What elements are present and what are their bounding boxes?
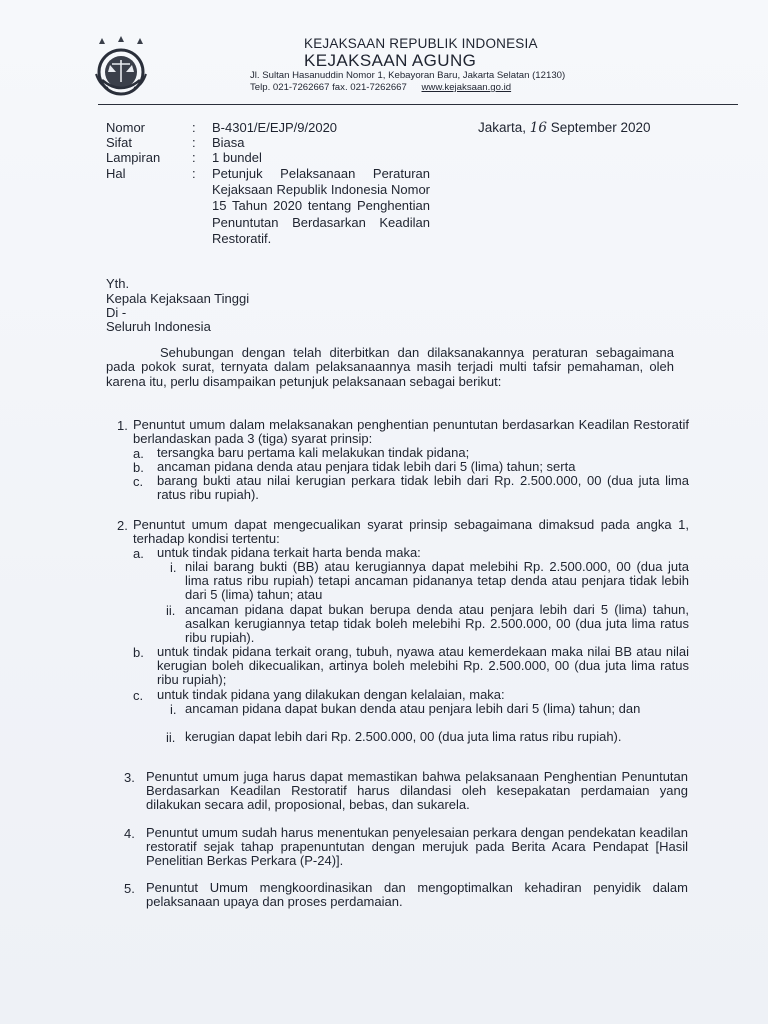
item-1-a-text: tersangka baru pertama kali melakukan tindak pidana; bbox=[157, 445, 470, 460]
letter-date bbox=[478, 120, 651, 136]
sifat-label: Sifat bbox=[106, 135, 133, 150]
item-1-c-letter: c. bbox=[133, 474, 144, 489]
item-2-a-ii-number: ii. bbox=[166, 603, 176, 618]
nomor-label: Nomor bbox=[106, 120, 146, 135]
lampiran-value: 1 bundel bbox=[212, 150, 262, 165]
sifat-value: Biasa bbox=[212, 135, 245, 150]
item-2-c-ii-number: ii. bbox=[166, 730, 176, 745]
hal-label: Hal bbox=[106, 166, 126, 181]
nomor-value: B-4301/E/EJP/9/2020 bbox=[212, 120, 338, 135]
item-2-a-i-number: i. bbox=[170, 560, 177, 575]
item-2-number: 2. bbox=[117, 518, 128, 533]
item-2-c-i-number: i. bbox=[170, 702, 177, 717]
addressee-location: Seluruh Indonesia bbox=[106, 319, 211, 334]
letterhead-title: KEJAKSAAN AGUNG bbox=[304, 51, 477, 70]
date-city: Jakarta, bbox=[478, 120, 527, 135]
kejaksaan-emblem-icon bbox=[90, 34, 152, 100]
letterhead-website-link[interactable]: www.kejaksaan.go.id bbox=[421, 82, 512, 93]
item-2-a-ii-text: ancaman pidana dapat bukan berupa denda atau penjara lebih dari 5 (lima) tahun, asalkan kerugiannya tetap tidak boleh melebihi Rp. 2.500.000, 00 (dua juta lima ratus ribu rupiah). bbox=[185, 602, 689, 646]
lampiran-colon: : bbox=[192, 150, 196, 165]
intro-paragraph: Sehubungan dengan telah diterbitkan dan dilaksanakannya peraturan sebagaimana pada pokok surat, ternyata dalam pelaksanaannya masih terjadi multi tafsir pemahaman, oleh karena itu, perlu disampaikan petunjuk pelaksanaan sebagai berikut: bbox=[106, 345, 674, 389]
hal-value: Petunjuk Pelaksanaan Peraturan Kejaksaan Republik Indonesia Nomor 15 Tahun 2020 tentang Penghentian Penuntutan Berdasarkan Keadilan Restoratif. bbox=[212, 166, 430, 246]
item-1-b-letter: b. bbox=[133, 460, 144, 475]
letterhead-contact bbox=[250, 82, 511, 93]
item-2-a-text: untuk tindak pidana terkait harta benda maka: bbox=[157, 545, 421, 560]
item-2-c-text: untuk tindak pidana yang dilakukan dengan kelalaian, maka: bbox=[157, 687, 505, 702]
item-2-b-text: untuk tindak pidana terkait orang, tubuh, nyawa atau kemerdekaan maka nilai BB atau nilai kerugian boleh dikecualikan, artinya boleh melebihi Rp. 2.500.000, 00 (dua juta lima ratus ribu rupiah); bbox=[157, 644, 689, 688]
item-4-number: 4. bbox=[124, 826, 135, 841]
hal-colon: : bbox=[192, 166, 196, 181]
item-2-b-letter: b. bbox=[133, 645, 144, 660]
item-2-c-letter: c. bbox=[133, 688, 144, 703]
item-2-text: Penuntut umum dapat mengecualikan syarat prinsip sebagaimana dimaksud pada angka 1, terhadap kondisi tertentu: bbox=[133, 517, 689, 547]
item-5-text: Penuntut Umum mengkoordinasikan dan mengoptimalkan kehadiran penyidik dalam pelaksanaan upaya dan proses perdamaian. bbox=[146, 880, 688, 910]
item-1-a-letter: a. bbox=[133, 446, 144, 461]
date-month-year: September 2020 bbox=[550, 120, 651, 135]
addressee-di: Di - bbox=[106, 305, 127, 320]
date-day: 16 bbox=[529, 120, 547, 136]
item-3-number: 3. bbox=[124, 770, 135, 785]
item-1-b-text: ancaman pidana denda atau penjara tidak lebih dari 5 (lima) tahun; serta bbox=[157, 459, 576, 474]
letterhead-address: Jl. Sultan Hasanuddin Nomor 1, Kebayoran Baru, Jakarta Selatan (12130) bbox=[250, 70, 566, 81]
item-4-text: Penuntut umum sudah harus menentukan penyelesaian perkara dengan pendekatan keadilan restoratif sejak tahap prapenuntutan dengan merujuk pada Berita Acara Pendapat [Hasil Penelitian Berkas Perkara (P-24)]. bbox=[146, 825, 688, 869]
item-3-text: Penuntut umum juga harus dapat memastikan bahwa pelaksanaan Penghentian Penuntutan Berdasarkan Keadilan Restoratif harus dilandasi oleh kesepakatan perdamaian yang dilakukan secara adil, proposional, bebas, dan sukarela. bbox=[146, 769, 688, 813]
letterhead-divider bbox=[98, 104, 738, 105]
item-2-a-letter: a. bbox=[133, 546, 144, 561]
item-2-c-i-text: ancaman pidana dapat bukan denda atau penjara lebih dari 5 (lima) tahun; dan bbox=[185, 701, 641, 716]
addressee-yth: Yth. bbox=[106, 276, 130, 291]
lampiran-label: Lampiran bbox=[106, 150, 161, 165]
item-5-number: 5. bbox=[124, 881, 135, 896]
item-1-c-text: barang bukti atau nilai kerugian perkara tidak lebih dari Rp. 2.500.000, 00 (dua juta lima ratus ribu rupiah). bbox=[157, 473, 689, 503]
item-1-number: 1. bbox=[117, 418, 128, 433]
item-1-text: Penuntut umum dalam melaksanakan penghentian penuntutan berdasarkan Keadilan Restoratif berlandaskan pada 3 (tiga) syarat prinsip: bbox=[133, 417, 689, 447]
item-2-a-i-text: nilai barang bukti (BB) atau kerugiannya dapat melebihi Rp. 2.500.000, 00 (dua juta lima ratus ribu rupiah) tetapi ancaman pidananya tetap denda atau penjara tidak lebih dari 5 (lima) tahun; atau bbox=[185, 559, 689, 603]
addressee-recipient: Kepala Kejaksaan Tinggi bbox=[106, 291, 250, 306]
item-2-c-ii-text: kerugian dapat lebih dari Rp. 2.500.000, 00 (dua juta lima ratus ribu rupiah). bbox=[185, 729, 622, 744]
letterhead-institution: KEJAKSAAN REPUBLIK INDONESIA bbox=[304, 36, 538, 51]
nomor-colon: : bbox=[192, 120, 196, 135]
sifat-colon: : bbox=[192, 135, 196, 150]
letterhead-phone: Telp. 021-7262667 fax. 021-7262667 bbox=[250, 82, 407, 93]
